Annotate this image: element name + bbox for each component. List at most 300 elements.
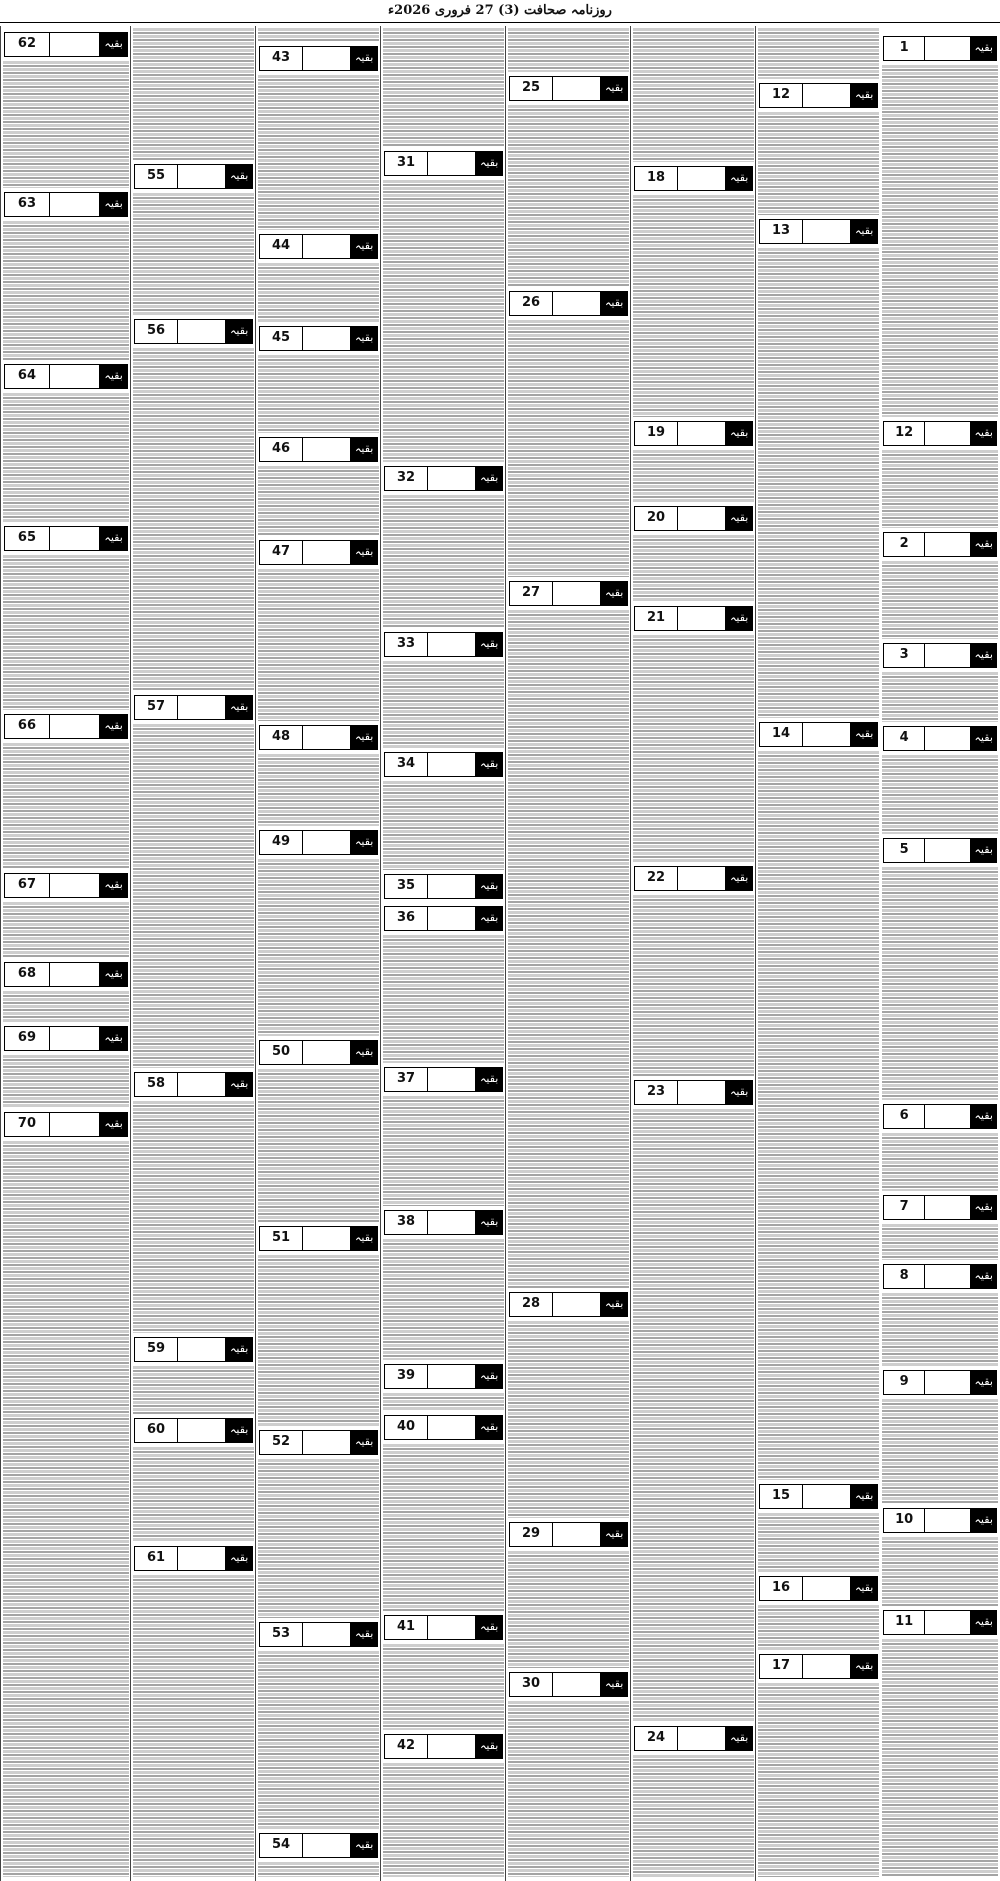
continuation-number: 14 [760, 723, 803, 746]
continuation-box [384, 1210, 503, 1235]
article-text-block [758, 1605, 879, 1650]
continuation-number: 65 [5, 527, 50, 550]
continuation-blank [925, 37, 971, 60]
continuation-number: 62 [5, 33, 50, 56]
continuation-blank [50, 963, 100, 986]
continuation-number: 66 [5, 715, 50, 738]
continuation-number: 2 [884, 533, 925, 556]
masthead-title: روزنامہ صحافت (3) 27 فروری 2026ء [388, 3, 612, 18]
continuation-box [259, 725, 378, 750]
continuation-number: 59 [135, 1338, 178, 1361]
continuation-number: 51 [260, 1227, 303, 1250]
continuation-blank [428, 907, 476, 930]
continuation-blank [178, 1338, 226, 1361]
continuation-box [759, 1654, 878, 1679]
continuation-box [384, 151, 503, 176]
news-column-6 [255, 26, 381, 1881]
continuation-box [384, 1364, 503, 1389]
continuation-blank [553, 292, 601, 315]
article-text-block [258, 1069, 379, 1222]
masthead [0, 0, 1000, 23]
continuation-box [883, 1370, 997, 1395]
article-text-block [3, 555, 129, 710]
continuation-box [259, 1622, 378, 1647]
continuation-label: بقیہ [601, 1673, 627, 1696]
continuation-label: بقیہ [971, 1509, 996, 1532]
continuation-blank [303, 831, 351, 854]
continuation-blank [303, 1834, 351, 1857]
article-text-block [508, 1551, 629, 1668]
continuation-label: بقیہ [601, 1523, 627, 1546]
continuation-number: 30 [510, 1673, 553, 1696]
continuation-label: بقیہ [476, 1068, 502, 1091]
continuation-box [634, 421, 753, 446]
continuation-box [4, 962, 128, 987]
article-text-block [882, 672, 998, 722]
continuation-label: بقیہ [100, 715, 127, 738]
continuation-label: بقیہ [726, 867, 752, 890]
continuation-blank [178, 1073, 226, 1096]
continuation-blank [303, 1227, 351, 1250]
continuation-box [4, 364, 128, 389]
news-column-5 [380, 26, 506, 1881]
continuation-blank [428, 1211, 476, 1234]
continuation-box [509, 291, 628, 316]
continuation-blank [178, 320, 226, 343]
continuation-blank [553, 1523, 601, 1546]
article-text-block [258, 1862, 379, 1877]
article-text-block [508, 320, 629, 577]
article-text-block [383, 1444, 504, 1611]
continuation-blank [925, 533, 971, 556]
continuation-blank [428, 467, 476, 490]
continuation-blank [50, 527, 100, 550]
continuation-label: بقیہ [351, 47, 377, 70]
continuation-blank [925, 1371, 971, 1394]
continuation-label: بقیہ [971, 37, 996, 60]
continuation-number: 36 [385, 907, 428, 930]
continuation-number: 3 [884, 644, 925, 667]
continuation-blank [925, 1509, 971, 1532]
continuation-blank [428, 753, 476, 776]
article-text-block [3, 902, 129, 958]
continuation-blank [428, 1416, 476, 1439]
continuation-label: بقیہ [971, 422, 996, 445]
continuation-box [384, 466, 503, 491]
continuation-number: 27 [510, 582, 553, 605]
continuation-label: بقیہ [226, 1338, 252, 1361]
continuation-blank [303, 1431, 351, 1454]
continuation-box [384, 1067, 503, 1092]
continuation-box [759, 219, 878, 244]
continuation-number: 33 [385, 633, 428, 656]
continuation-blank [925, 1611, 971, 1634]
continuation-number: 12 [884, 422, 925, 445]
continuation-label: بقیہ [476, 152, 502, 175]
continuation-label: بقیہ [726, 422, 752, 445]
article-text-block [258, 1459, 379, 1618]
article-text-block [633, 28, 754, 162]
article-text-block [758, 112, 879, 215]
continuation-number: 15 [760, 1485, 803, 1508]
continuation-label: بقیہ [226, 320, 252, 343]
continuation-blank [678, 507, 726, 530]
continuation-box [134, 695, 253, 720]
continuation-box [4, 526, 128, 551]
article-text-block [133, 193, 254, 315]
article-text-block [258, 859, 379, 1036]
continuation-blank [303, 726, 351, 749]
continuation-blank [553, 1293, 601, 1316]
article-text-block [508, 105, 629, 287]
continuation-box [883, 1264, 997, 1289]
article-text-block [383, 1763, 504, 1877]
continuation-label: بقیہ [226, 1419, 252, 1442]
continuation-box [4, 714, 128, 739]
continuation-number: 19 [635, 422, 678, 445]
continuation-blank [925, 839, 971, 862]
continuation-blank [303, 1623, 351, 1646]
continuation-box [259, 1430, 378, 1455]
article-text-block [633, 450, 754, 502]
continuation-box [259, 326, 378, 351]
continuation-box [384, 1415, 503, 1440]
continuation-box [883, 421, 997, 446]
continuation-number: 61 [135, 1547, 178, 1570]
article-text-block [882, 450, 998, 528]
continuation-box [4, 192, 128, 217]
continuation-box [259, 830, 378, 855]
continuation-label: بقیہ [100, 33, 127, 56]
continuation-blank [428, 1616, 476, 1639]
continuation-number: 29 [510, 1523, 553, 1546]
continuation-box [759, 83, 878, 108]
continuation-box [134, 1337, 253, 1362]
article-text-block [133, 724, 254, 1068]
continuation-number: 41 [385, 1616, 428, 1639]
continuation-label: بقیہ [851, 1577, 877, 1600]
continuation-box [384, 906, 503, 931]
continuation-label: بقیہ [476, 1211, 502, 1234]
continuation-box [883, 532, 997, 557]
continuation-blank [428, 152, 476, 175]
continuation-number: 8 [884, 1265, 925, 1288]
continuation-box [634, 166, 753, 191]
continuation-number: 20 [635, 507, 678, 530]
continuation-box [509, 1292, 628, 1317]
article-text-block [258, 569, 379, 721]
continuation-label: بقیہ [100, 365, 127, 388]
continuation-label: بقیہ [100, 527, 127, 550]
continuation-number: 22 [635, 867, 678, 890]
continuation-label: بقیہ [851, 723, 877, 746]
continuation-blank [50, 715, 100, 738]
continuation-box [4, 32, 128, 57]
continuation-number: 38 [385, 1211, 428, 1234]
continuation-blank [925, 1196, 971, 1219]
continuation-box [883, 643, 997, 668]
continuation-number: 34 [385, 753, 428, 776]
continuation-number: 7 [884, 1196, 925, 1219]
continuation-box [4, 873, 128, 898]
article-text-block [633, 535, 754, 602]
continuation-box [259, 1040, 378, 1065]
news-column-4 [505, 26, 631, 1881]
news-column-1 [880, 26, 1000, 1881]
continuation-label: بقیہ [601, 1293, 627, 1316]
continuation-box [509, 581, 628, 606]
continuation-blank [50, 33, 100, 56]
continuation-box [634, 1080, 753, 1105]
continuation-label: بقیہ [226, 165, 252, 188]
continuation-box [759, 1576, 878, 1601]
continuation-number: 46 [260, 438, 303, 461]
continuation-label: بقیہ [476, 907, 502, 930]
article-text-block [3, 393, 129, 522]
article-text-block [3, 1055, 129, 1108]
continuation-label: بقیہ [100, 1027, 127, 1050]
continuation-number: 37 [385, 1068, 428, 1091]
article-text-block [882, 1639, 998, 1877]
continuation-label: بقیہ [226, 1073, 252, 1096]
continuation-number: 55 [135, 165, 178, 188]
article-text-block [383, 495, 504, 628]
continuation-blank [678, 867, 726, 890]
continuation-number: 42 [385, 1735, 428, 1758]
continuation-label: بقیہ [226, 1547, 252, 1570]
continuation-label: بقیہ [351, 1431, 377, 1454]
article-text-block [258, 754, 379, 826]
continuation-blank [50, 365, 100, 388]
continuation-box [259, 437, 378, 462]
article-text-block [258, 1651, 379, 1829]
continuation-label: بقیہ [476, 753, 502, 776]
article-text-block [383, 180, 504, 462]
continuation-blank [803, 1655, 851, 1678]
continuation-box [259, 46, 378, 71]
continuation-box [509, 1672, 628, 1697]
continuation-blank [303, 235, 351, 258]
article-text-block [758, 28, 879, 79]
continuation-blank [553, 77, 601, 100]
continuation-blank [178, 165, 226, 188]
continuation-blank [303, 47, 351, 70]
continuation-box [134, 1072, 253, 1097]
continuation-number: 60 [135, 1419, 178, 1442]
continuation-number: 28 [510, 1293, 553, 1316]
continuation-blank [678, 607, 726, 630]
continuation-box [883, 1508, 997, 1533]
continuation-label: بقیہ [726, 507, 752, 530]
article-text-block [133, 1447, 254, 1542]
continuation-blank [428, 1068, 476, 1091]
continuation-box [259, 1833, 378, 1858]
continuation-number: 16 [760, 1577, 803, 1600]
continuation-label: بقیہ [476, 1365, 502, 1388]
article-text-block [633, 1109, 754, 1722]
continuation-label: بقیہ [351, 541, 377, 564]
continuation-number: 70 [5, 1113, 50, 1136]
continuation-blank [50, 1113, 100, 1136]
continuation-blank [50, 1027, 100, 1050]
article-text-block [758, 248, 879, 718]
continuation-blank [553, 1673, 601, 1696]
continuation-label: بقیہ [476, 467, 502, 490]
continuation-blank [678, 1727, 726, 1750]
continuation-box [634, 506, 753, 531]
continuation-label: بقیہ [726, 1081, 752, 1104]
article-text-block [758, 1513, 879, 1572]
continuation-number: 35 [385, 875, 428, 898]
continuation-box [4, 1026, 128, 1051]
continuation-number: 40 [385, 1416, 428, 1439]
article-text-block [633, 1755, 754, 1877]
continuation-box [134, 1546, 253, 1571]
continuation-label: بقیہ [971, 727, 996, 750]
continuation-blank [803, 1577, 851, 1600]
continuation-label: بقیہ [351, 1041, 377, 1064]
continuation-box [259, 234, 378, 259]
continuation-label: بقیہ [351, 438, 377, 461]
continuation-number: 32 [385, 467, 428, 490]
continuation-box [883, 36, 997, 61]
article-text-block [882, 755, 998, 834]
article-text-block [758, 751, 879, 1480]
article-text-block [508, 610, 629, 1288]
continuation-number: 18 [635, 167, 678, 190]
continuation-label: بقیہ [100, 963, 127, 986]
continuation-blank [178, 696, 226, 719]
news-column-7 [130, 26, 256, 1881]
continuation-label: بقیہ [971, 1105, 996, 1128]
article-text-block [383, 1393, 504, 1411]
continuation-label: بقیہ [726, 1727, 752, 1750]
article-text-block [258, 1255, 379, 1426]
continuation-number: 56 [135, 320, 178, 343]
article-text-block [383, 1239, 504, 1360]
continuation-label: بقیہ [971, 644, 996, 667]
article-text-block [882, 1224, 998, 1260]
article-text-block [383, 661, 504, 748]
continuation-blank [428, 875, 476, 898]
continuation-number: 49 [260, 831, 303, 854]
continuation-box [883, 726, 997, 751]
continuation-label: بقیہ [351, 1227, 377, 1250]
continuation-label: بقیہ [351, 235, 377, 258]
continuation-number: 5 [884, 839, 925, 862]
article-text-block [383, 1096, 504, 1206]
article-text-block [258, 466, 379, 536]
continuation-number: 1 [884, 37, 925, 60]
continuation-label: بقیہ [476, 1735, 502, 1758]
article-text-block [3, 991, 129, 1022]
continuation-box [883, 1610, 997, 1635]
article-text-block [258, 263, 379, 322]
article-text-block [508, 1321, 629, 1518]
continuation-blank [925, 727, 971, 750]
continuation-label: بقیہ [476, 1416, 502, 1439]
article-text-block [633, 635, 754, 862]
article-text-block [882, 65, 998, 417]
continuation-number: 64 [5, 365, 50, 388]
continuation-number: 17 [760, 1655, 803, 1678]
continuation-blank [925, 1105, 971, 1128]
continuation-label: بقیہ [351, 1623, 377, 1646]
continuation-blank [925, 422, 971, 445]
continuation-number: 39 [385, 1365, 428, 1388]
continuation-number: 67 [5, 874, 50, 897]
continuation-number: 43 [260, 47, 303, 70]
continuation-number: 52 [260, 1431, 303, 1454]
article-text-block [3, 221, 129, 360]
article-text-block [882, 1293, 998, 1366]
continuation-blank [50, 874, 100, 897]
continuation-box [384, 1615, 503, 1640]
continuation-label: بقیہ [351, 726, 377, 749]
article-text-block [882, 561, 998, 639]
continuation-blank [428, 1735, 476, 1758]
continuation-label: بقیہ [851, 84, 877, 107]
continuation-number: 44 [260, 235, 303, 258]
continuation-number: 68 [5, 963, 50, 986]
continuation-label: بقیہ [100, 874, 127, 897]
continuation-number: 53 [260, 1623, 303, 1646]
continuation-blank [303, 327, 351, 350]
continuation-number: 12 [760, 84, 803, 107]
article-text-block [258, 75, 379, 230]
continuation-number: 45 [260, 327, 303, 350]
article-text-block [882, 1399, 998, 1504]
continuation-number: 13 [760, 220, 803, 243]
continuation-label: بقیہ [351, 831, 377, 854]
continuation-number: 6 [884, 1105, 925, 1128]
continuation-box [4, 1112, 128, 1137]
continuation-box [259, 1226, 378, 1251]
continuation-label: بقیہ [601, 582, 627, 605]
article-text-block [133, 1101, 254, 1333]
continuation-number: 26 [510, 292, 553, 315]
continuation-box [634, 1726, 753, 1751]
continuation-label: بقیہ [601, 292, 627, 315]
continuation-number: 10 [884, 1509, 925, 1532]
continuation-box [134, 319, 253, 344]
article-text-block [258, 28, 379, 42]
continuation-label: بقیہ [971, 839, 996, 862]
continuation-label: بقیہ [971, 1611, 996, 1634]
continuation-number: 11 [884, 1611, 925, 1634]
article-text-block [133, 1575, 254, 1877]
continuation-number: 69 [5, 1027, 50, 1050]
article-text-block [3, 61, 129, 188]
article-text-block [633, 195, 754, 417]
continuation-blank [553, 582, 601, 605]
article-text-block [882, 867, 998, 1100]
continuation-label: بقیہ [726, 607, 752, 630]
continuation-label: بقیہ [351, 327, 377, 350]
article-text-block [882, 1537, 998, 1606]
continuation-number: 21 [635, 607, 678, 630]
continuation-number: 23 [635, 1081, 678, 1104]
article-text-block [133, 348, 254, 691]
newspaper-page [0, 26, 1000, 1881]
continuation-label: بقیہ [851, 1655, 877, 1678]
continuation-blank [803, 1485, 851, 1508]
article-text-block [758, 1683, 879, 1877]
continuation-number: 63 [5, 193, 50, 216]
article-text-block [383, 28, 504, 147]
continuation-box [384, 1734, 503, 1759]
article-text-block [633, 895, 754, 1076]
